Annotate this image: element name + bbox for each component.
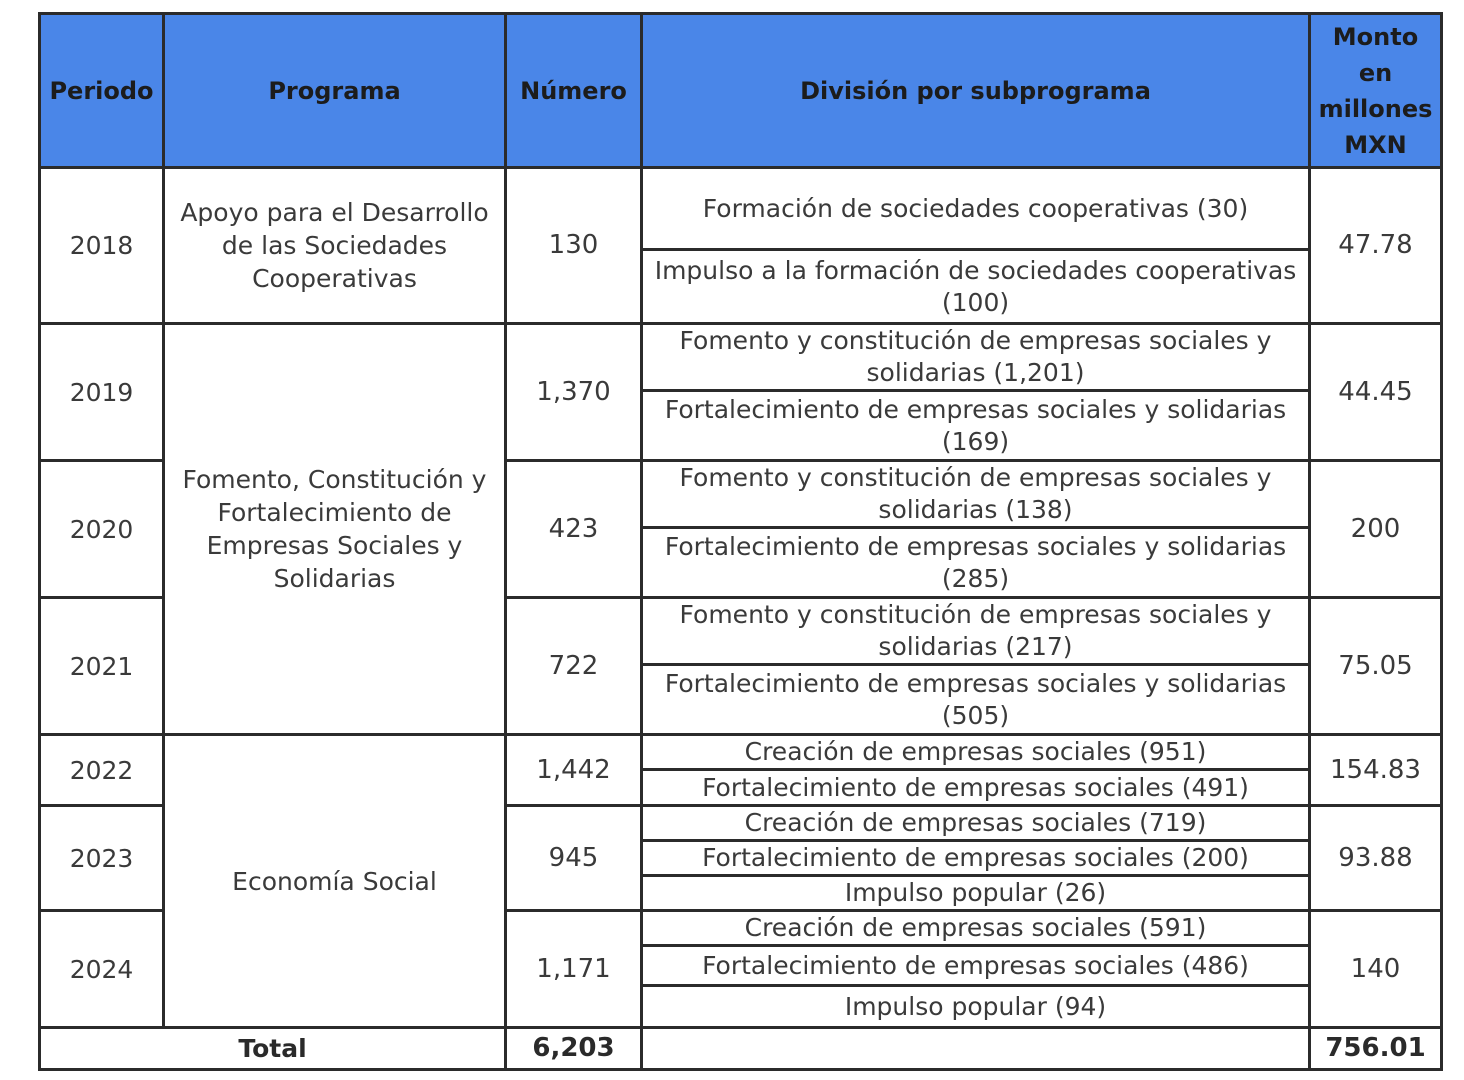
cell-monto: 140 [1310, 911, 1442, 1028]
cell-numero: 130 [506, 168, 642, 324]
cell-subprogram: Fomento y constitución de empresas sociales y solidarias (138) [642, 461, 1310, 528]
total-row [40, 1028, 1442, 1070]
header-division: División por subprograma [642, 14, 1310, 168]
cell-subprogram: Fortalecimiento de empresas sociales (491) [642, 770, 1310, 806]
cell-subprogram: Fomento y constitución de empresas sociales y solidarias (217) [642, 598, 1310, 665]
cell-year: 2020 [40, 461, 164, 598]
total-monto: 756.01 [1310, 1028, 1442, 1070]
cell-subprogram: Creación de empresas sociales (951) [642, 735, 1310, 770]
total-label: Total [40, 1028, 506, 1070]
cell-subprogram: Fortalecimiento de empresas sociales (486) [642, 946, 1310, 986]
cell-monto: 93.88 [1310, 806, 1442, 911]
cell-subprogram: Fortalecimiento de empresas sociales y solidarias (505) [642, 665, 1310, 735]
cell-subprogram: Fortalecimiento de empresas sociales (200) [642, 841, 1310, 876]
cell-subprogram: Fortalecimiento de empresas sociales y solidarias (285) [642, 528, 1310, 598]
cell-year: 2022 [40, 735, 164, 806]
table-row [40, 735, 1442, 770]
cell-numero: 722 [506, 598, 642, 735]
cell-numero: 1,370 [506, 324, 642, 461]
cell-monto: 47.78 [1310, 168, 1442, 324]
cell-program: Apoyo para el Desarrollo de las Sociedades Cooperativas [164, 168, 506, 324]
cell-subprogram: Formación de sociedades cooperativas (30) [642, 168, 1310, 250]
cell-numero: 945 [506, 806, 642, 911]
cell-monto: 75.05 [1310, 598, 1442, 735]
cell-numero: 423 [506, 461, 642, 598]
total-numero: 6,203 [506, 1028, 642, 1070]
total-empty-cell [642, 1028, 1310, 1070]
cell-subprogram: Impulso a la formación de sociedades cooperativas (100) [642, 250, 1310, 324]
header-row [40, 14, 1442, 168]
cell-subprogram: Creación de empresas sociales (719) [642, 806, 1310, 841]
cell-subprogram: Fortalecimiento de empresas sociales y solidarias (169) [642, 391, 1310, 461]
cell-numero: 1,171 [506, 911, 642, 1028]
cell-year: 2021 [40, 598, 164, 735]
cell-subprogram: Impulso popular (94) [642, 986, 1310, 1028]
cell-year: 2019 [40, 324, 164, 461]
header-programa: Programa [164, 14, 506, 168]
cell-year: 2024 [40, 911, 164, 1028]
cell-program: Fomento, Constitución y Fortalecimiento de Empresas Sociales y Solidarias [164, 324, 506, 735]
table-row [40, 324, 1442, 391]
cell-subprogram: Impulso popular (26) [642, 876, 1310, 911]
cell-monto: 154.83 [1310, 735, 1442, 806]
cell-monto: 44.45 [1310, 324, 1442, 461]
program-table-container [38, 12, 1440, 1071]
header-monto: Monto en millones MXN [1310, 14, 1442, 168]
header-periodo: Periodo [40, 14, 164, 168]
cell-year: 2018 [40, 168, 164, 324]
table-row [40, 168, 1442, 250]
cell-monto: 200 [1310, 461, 1442, 598]
cell-numero: 1,442 [506, 735, 642, 806]
cell-program: Economía Social [164, 735, 506, 1028]
program-table [38, 12, 1443, 1071]
header-numero: Número [506, 14, 642, 168]
cell-subprogram: Creación de empresas sociales (591) [642, 911, 1310, 946]
cell-year: 2023 [40, 806, 164, 911]
cell-subprogram: Fomento y constitución de empresas sociales y solidarias (1,201) [642, 324, 1310, 391]
